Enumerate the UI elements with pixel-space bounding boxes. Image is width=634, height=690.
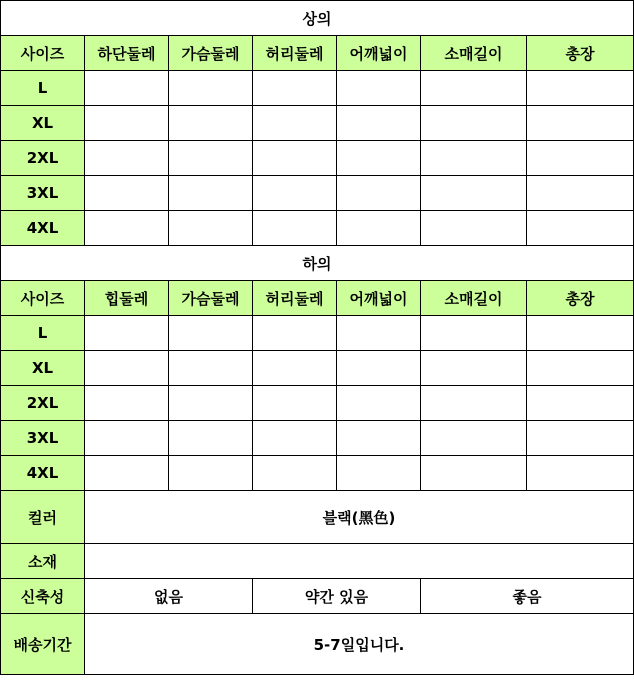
bottom-measure-cell	[253, 421, 337, 456]
bottom-measure-cell	[85, 316, 169, 351]
bottom-measure-cell	[253, 316, 337, 351]
bottom-measure-cell	[169, 386, 253, 421]
elasticity-option-none: 없음	[85, 579, 253, 614]
top-measure-cell	[337, 71, 421, 106]
top-measure-cell	[527, 71, 634, 106]
top-header-length: 총장	[527, 36, 634, 71]
top-size-label: 3XL	[1, 176, 85, 211]
top-size-row	[1, 71, 634, 106]
elasticity-label: 신축성	[1, 579, 85, 614]
bottom-header-size: 사이즈	[1, 281, 85, 316]
top-size-label: 2XL	[1, 141, 85, 176]
bottom-header-chest: 가슴둘레	[169, 281, 253, 316]
bottom-measure-cell	[421, 456, 527, 491]
bottom-size-label: 4XL	[1, 456, 85, 491]
bottom-measure-cell	[85, 351, 169, 386]
bottom-section-title: 하의	[1, 246, 634, 281]
shipping-label: 배송기간	[1, 614, 85, 675]
bottom-header-sleeve: 소매길이	[421, 281, 527, 316]
bottom-measure-cell	[337, 386, 421, 421]
bottom-measure-cell	[169, 421, 253, 456]
bottom-header-length: 총장	[527, 281, 634, 316]
bottom-measure-cell	[169, 351, 253, 386]
top-measure-cell	[527, 106, 634, 141]
bottom-section-title-row	[1, 246, 634, 281]
bottom-size-row	[1, 386, 634, 421]
top-size-row	[1, 141, 634, 176]
bottom-size-label: L	[1, 316, 85, 351]
top-header-row	[1, 36, 634, 71]
top-measure-cell	[169, 106, 253, 141]
top-measure-cell	[253, 211, 337, 246]
bottom-measure-cell	[527, 351, 634, 386]
bottom-measure-cell	[253, 351, 337, 386]
top-measure-cell	[421, 106, 527, 141]
top-measure-cell	[421, 211, 527, 246]
top-measure-cell	[85, 71, 169, 106]
top-section-title: 상의	[1, 1, 634, 36]
bottom-measure-cell	[85, 421, 169, 456]
bottom-header-hip: 힙둘레	[85, 281, 169, 316]
top-size-label: L	[1, 71, 85, 106]
material-label: 소재	[1, 544, 85, 579]
bottom-measure-cell	[169, 456, 253, 491]
color-value: 블랙(黑色)	[85, 491, 634, 544]
top-measure-cell	[527, 141, 634, 176]
top-header-sleeve: 소매길이	[421, 36, 527, 71]
bottom-size-row	[1, 351, 634, 386]
size-chart-body	[1, 1, 634, 675]
bottom-measure-cell	[169, 316, 253, 351]
top-measure-cell	[337, 176, 421, 211]
bottom-size-label: 3XL	[1, 421, 85, 456]
shipping-row	[1, 614, 634, 675]
top-section-title-row	[1, 1, 634, 36]
shipping-value: 5-7일입니다.	[85, 614, 634, 675]
bottom-measure-cell	[337, 456, 421, 491]
top-measure-cell	[85, 211, 169, 246]
top-measure-cell	[337, 141, 421, 176]
top-header-size: 사이즈	[1, 36, 85, 71]
top-measure-cell	[253, 176, 337, 211]
bottom-measure-cell	[527, 421, 634, 456]
bottom-size-label: XL	[1, 351, 85, 386]
top-size-row	[1, 176, 634, 211]
top-size-label: 4XL	[1, 211, 85, 246]
top-measure-cell	[169, 141, 253, 176]
elasticity-option-slight: 약간 있음	[253, 579, 421, 614]
bottom-size-row	[1, 421, 634, 456]
top-measure-cell	[421, 141, 527, 176]
bottom-measure-cell	[337, 421, 421, 456]
top-measure-cell	[253, 71, 337, 106]
top-measure-cell	[527, 211, 634, 246]
top-measure-cell	[169, 71, 253, 106]
color-row	[1, 491, 634, 544]
material-row	[1, 544, 634, 579]
top-header-chest: 가슴둘레	[169, 36, 253, 71]
bottom-measure-cell	[421, 421, 527, 456]
top-size-label: XL	[1, 106, 85, 141]
top-size-row	[1, 106, 634, 141]
color-label: 컬러	[1, 491, 85, 544]
bottom-header-shoulder: 어깨넓이	[337, 281, 421, 316]
top-measure-cell	[337, 211, 421, 246]
top-measure-cell	[85, 106, 169, 141]
bottom-size-row	[1, 316, 634, 351]
top-measure-cell	[337, 106, 421, 141]
top-header-shoulder: 어깨넓이	[337, 36, 421, 71]
bottom-size-row	[1, 456, 634, 491]
bottom-measure-cell	[527, 386, 634, 421]
top-measure-cell	[253, 141, 337, 176]
bottom-measure-cell	[421, 316, 527, 351]
top-measure-cell	[169, 176, 253, 211]
top-measure-cell	[421, 71, 527, 106]
top-measure-cell	[421, 176, 527, 211]
bottom-measure-cell	[527, 316, 634, 351]
material-value	[85, 544, 634, 579]
bottom-measure-cell	[337, 316, 421, 351]
bottom-measure-cell	[85, 386, 169, 421]
top-header-hem: 하단둘레	[85, 36, 169, 71]
top-measure-cell	[85, 176, 169, 211]
top-measure-cell	[253, 106, 337, 141]
bottom-measure-cell	[337, 351, 421, 386]
bottom-measure-cell	[253, 386, 337, 421]
bottom-header-waist: 허리둘레	[253, 281, 337, 316]
top-size-row	[1, 211, 634, 246]
bottom-measure-cell	[527, 456, 634, 491]
top-measure-cell	[169, 211, 253, 246]
elasticity-option-good: 좋음	[421, 579, 634, 614]
top-measure-cell	[527, 176, 634, 211]
bottom-measure-cell	[421, 351, 527, 386]
bottom-measure-cell	[253, 456, 337, 491]
top-header-waist: 허리둘레	[253, 36, 337, 71]
bottom-size-label: 2XL	[1, 386, 85, 421]
bottom-measure-cell	[421, 386, 527, 421]
bottom-measure-cell	[85, 456, 169, 491]
bottom-header-row	[1, 281, 634, 316]
top-measure-cell	[85, 141, 169, 176]
elasticity-row	[1, 579, 634, 614]
